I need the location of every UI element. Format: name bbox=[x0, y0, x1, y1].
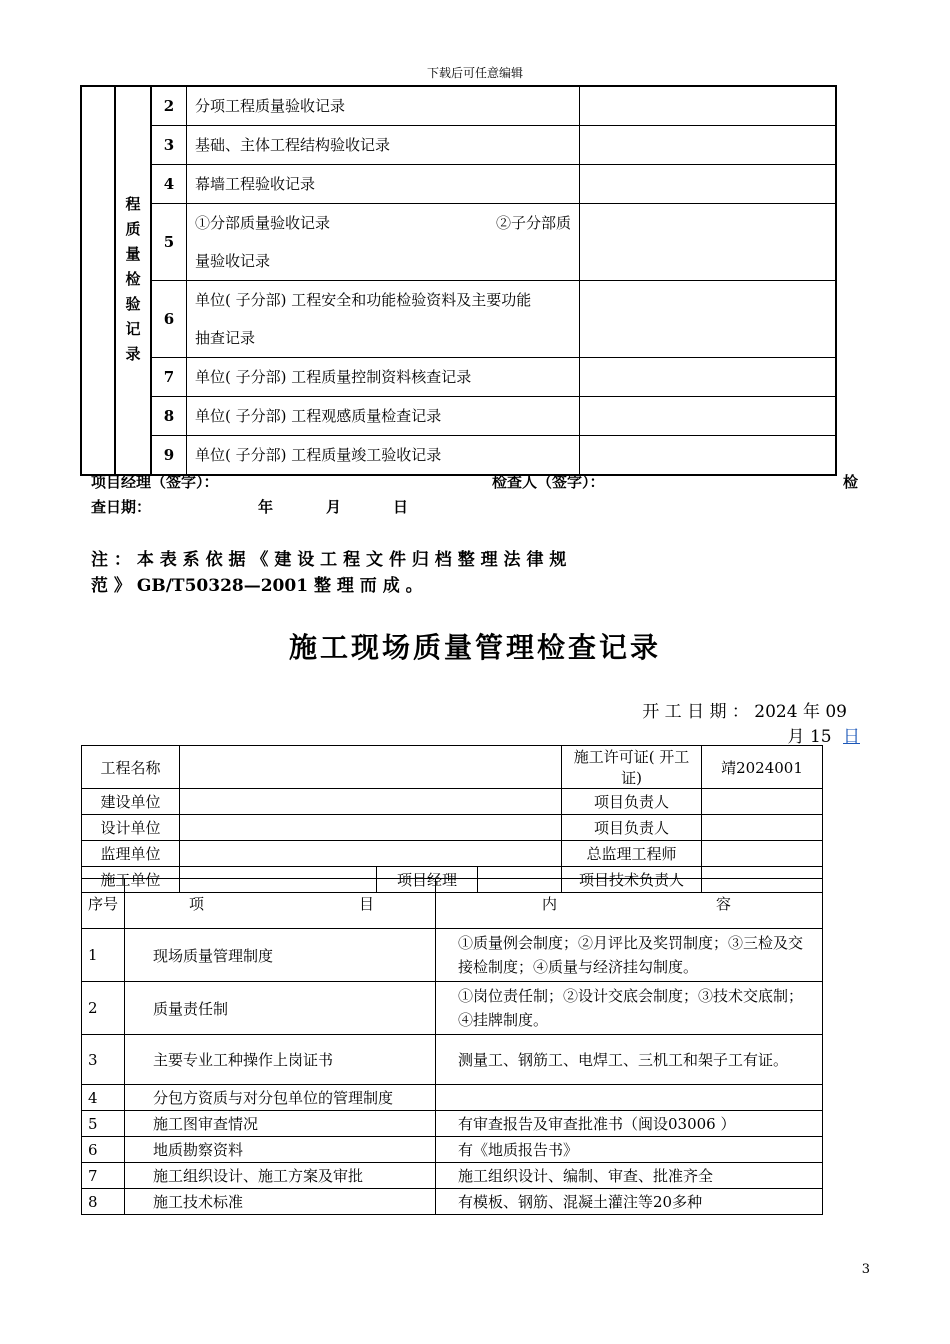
row-value bbox=[580, 165, 837, 204]
item-no: 2 bbox=[82, 982, 125, 1035]
row-value bbox=[580, 358, 837, 397]
group-label: 程质量检验记录 bbox=[125, 195, 141, 363]
row-item: 单位( 子分部) 工程质量控制资料核查记录 bbox=[187, 358, 580, 397]
row-item-line2: 抽查记录 bbox=[195, 329, 256, 347]
pm-label: 项目经理 bbox=[377, 867, 478, 893]
item-name: 施工组织设计、施工方案及审批 bbox=[125, 1163, 436, 1189]
row-value bbox=[580, 281, 837, 358]
supervisor-label: 监理单位 bbox=[82, 841, 180, 867]
builder-value bbox=[180, 789, 562, 815]
project-name-value bbox=[180, 746, 562, 789]
inspector-signature-label: 检查人（签字）： bbox=[492, 473, 605, 491]
item-name: 质量责任制 bbox=[125, 982, 436, 1035]
start-date-line1: 开 工 日 期 ： 2024 年 09 bbox=[642, 702, 847, 722]
permit-value: 靖2024001 bbox=[702, 746, 823, 789]
row-number: 3 bbox=[151, 126, 187, 165]
col-header-item bbox=[125, 879, 436, 929]
note-line-2: 范 》 GB/T50328—2001 整 理 而 成 。 bbox=[91, 576, 423, 596]
note-line-1: 注 ： 本 表 系 依 据 《 建 设 工 程 文 件 归 档 整 理 法 律 规 bbox=[91, 550, 567, 570]
col-header-content-b: 容 bbox=[715, 895, 731, 913]
row-number: 2 bbox=[151, 86, 187, 126]
item-content: 测量工、钢筋工、电焊工、三机工和架子工有证。 bbox=[436, 1035, 823, 1085]
page-header-note: 下载后可任意编辑 bbox=[426, 66, 523, 80]
col-header-no: 序号 bbox=[82, 879, 125, 929]
col-header-item-b: 目 bbox=[358, 895, 374, 913]
check-date-label: 查日期： bbox=[91, 498, 152, 516]
page-number: 3 bbox=[861, 1262, 870, 1277]
check-date-label-start: 检 bbox=[843, 473, 859, 491]
supervisor-value bbox=[180, 841, 562, 867]
item-no: 7 bbox=[82, 1163, 125, 1189]
builder-lead-label: 项目负责人 bbox=[562, 789, 702, 815]
item-no: 5 bbox=[82, 1111, 125, 1137]
item-content: ①岗位责任制；②设计交底会制度；③技术交底制；④挂牌制度。 bbox=[436, 982, 823, 1035]
item-no: 8 bbox=[82, 1189, 125, 1215]
row-item bbox=[187, 281, 580, 358]
project-info-table bbox=[81, 745, 823, 893]
col-header-content-a: 内 bbox=[542, 895, 558, 913]
month-label: 月 bbox=[326, 498, 342, 516]
row-value bbox=[580, 126, 837, 165]
item-content: 施工组织设计、编制、审查、批准齐全 bbox=[436, 1163, 823, 1189]
row-item: 单位( 子分部) 工程观感质量检查记录 bbox=[187, 397, 580, 436]
item-name: 现场质量管理制度 bbox=[125, 929, 436, 982]
row-value bbox=[580, 436, 837, 476]
form-title: 施工现场质量管理检查记录 bbox=[288, 631, 661, 664]
contractor-label: 施工单位 bbox=[82, 867, 180, 893]
row-item-part-a: ①分部质量验收记录 bbox=[195, 214, 331, 232]
row-item-line1: 单位( 子分部) 工程安全和功能检验资料及主要功能 bbox=[195, 291, 532, 309]
outer-blank-column bbox=[81, 86, 115, 475]
row-item-part-c: 量验收记录 bbox=[195, 252, 271, 270]
item-content: 有审查报告及审查批准书（闽设03006 ） bbox=[436, 1111, 823, 1137]
item-name: 施工图审查情况 bbox=[125, 1111, 436, 1137]
designer-value bbox=[180, 815, 562, 841]
item-name: 地质勘察资料 bbox=[125, 1137, 436, 1163]
row-number: 4 bbox=[151, 165, 187, 204]
group-label-cell bbox=[115, 86, 151, 475]
chief-supervisor-value bbox=[702, 841, 823, 867]
item-content: 有模板、钢筋、混凝土灌注等20多种 bbox=[436, 1189, 823, 1215]
builder-lead-value bbox=[702, 789, 823, 815]
row-item bbox=[187, 204, 580, 281]
row-item: 幕墙工程验收记录 bbox=[187, 165, 580, 204]
tech-lead-label: 项目技术负责人 bbox=[562, 867, 702, 893]
item-name: 分包方资质与对分包单位的管理制度 bbox=[125, 1085, 436, 1111]
item-no: 6 bbox=[82, 1137, 125, 1163]
row-item-part-b: ②子分部质 bbox=[495, 214, 571, 232]
project-name-label: 工程名称 bbox=[82, 746, 180, 789]
designer-lead-value bbox=[702, 815, 823, 841]
row-number: 7 bbox=[151, 358, 187, 397]
item-no: 4 bbox=[82, 1085, 125, 1111]
row-item: 基础、主体工程结构验收记录 bbox=[187, 126, 580, 165]
pm-signature-label: 项目经理（签字）： bbox=[91, 473, 219, 491]
start-date-day: 日 bbox=[843, 727, 860, 747]
item-name: 主要专业工种操作上岗证书 bbox=[125, 1035, 436, 1085]
row-number: 8 bbox=[151, 397, 187, 436]
item-no: 1 bbox=[82, 929, 125, 982]
item-no: 3 bbox=[82, 1035, 125, 1085]
permit-label: 施工许可证( 开工证) bbox=[562, 746, 702, 789]
col-header-item-a: 项 bbox=[189, 895, 205, 913]
chief-supervisor-label: 总监理工程师 bbox=[562, 841, 702, 867]
designer-lead-label: 项目负责人 bbox=[562, 815, 702, 841]
builder-label: 建设单位 bbox=[82, 789, 180, 815]
row-number: 6 bbox=[151, 281, 187, 358]
row-number: 5 bbox=[151, 204, 187, 281]
row-value bbox=[580, 397, 837, 436]
row-item: 单位( 子分部) 工程质量竣工验收记录 bbox=[187, 436, 580, 476]
item-content: ①质量例会制度；②月评比及奖罚制度；③三检及交接检制度；④质量与经济挂勾制度。 bbox=[436, 929, 823, 982]
row-value bbox=[580, 204, 837, 281]
col-header-content bbox=[436, 879, 823, 929]
row-number: 9 bbox=[151, 436, 187, 476]
start-date-month: 月 15 bbox=[787, 727, 832, 747]
archive-table bbox=[80, 85, 837, 476]
row-item: 分项工程质量验收记录 bbox=[187, 86, 580, 126]
day-label: 日 bbox=[393, 498, 409, 516]
inspection-items-table bbox=[81, 878, 823, 1215]
row-value bbox=[580, 86, 837, 126]
item-name: 施工技术标准 bbox=[125, 1189, 436, 1215]
designer-label: 设计单位 bbox=[82, 815, 180, 841]
year-label: 年 bbox=[258, 498, 274, 516]
item-content: 有《地质报告书》 bbox=[436, 1137, 823, 1163]
item-content bbox=[436, 1085, 823, 1111]
